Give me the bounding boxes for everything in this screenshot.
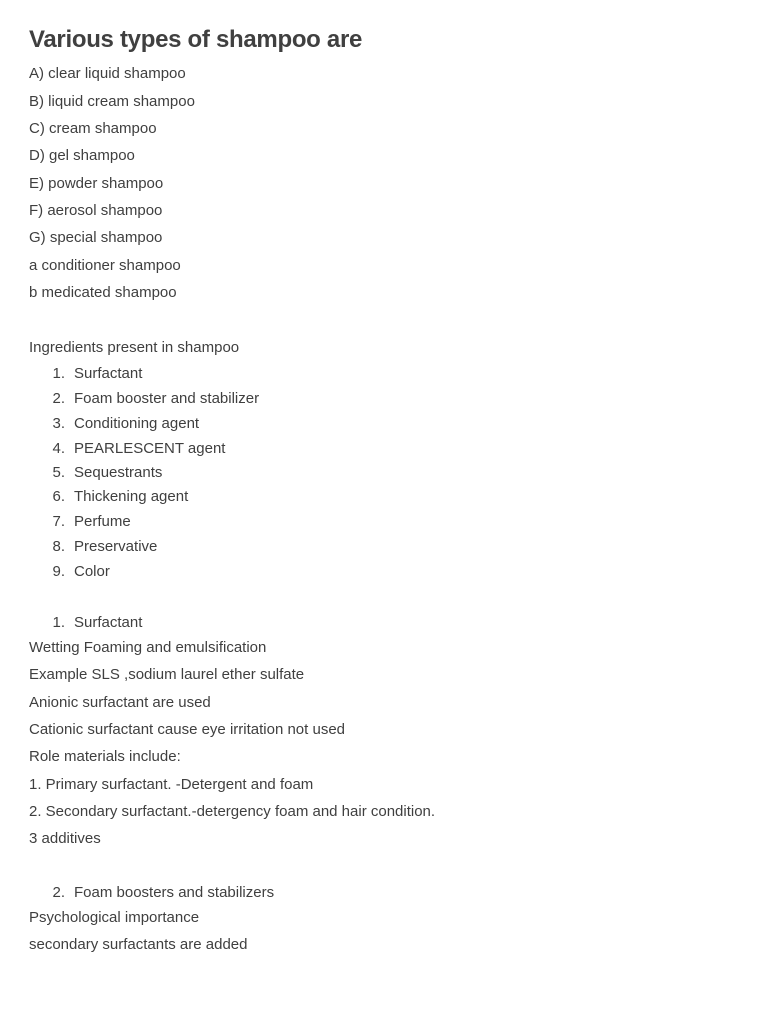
list-number: 1.	[52, 365, 65, 382]
section-line: Wetting Foaming and emulsification	[29, 639, 267, 656]
type-item: A) clear liquid shampoo	[29, 65, 186, 82]
list-number: 2.	[52, 390, 65, 407]
ingredient-item	[29, 365, 142, 383]
type-item: E) powder shampoo	[29, 175, 164, 192]
list-number: 7.	[52, 513, 65, 530]
ingredient-item	[29, 563, 110, 581]
ingredient-label: Surfactant	[74, 365, 143, 382]
section-line: 2. Secondary surfactant.-detergency foam and hair condition.	[29, 803, 436, 820]
list-number: 8.	[52, 538, 65, 555]
ingredient-label: Foam booster and stabilizer	[74, 390, 260, 407]
page-title: Various types of shampoo are	[29, 26, 363, 53]
list-number: 6.	[52, 488, 65, 505]
section-line: Cationic surfactant cause eye irritation not used	[29, 721, 346, 738]
type-item: D) gel shampoo	[29, 147, 135, 164]
ingredient-label: Conditioning agent	[74, 415, 200, 432]
ingredient-item	[29, 538, 157, 556]
ingredient-item	[29, 415, 199, 433]
section-line: 3 additives	[29, 830, 101, 847]
type-item: C) cream shampoo	[29, 120, 157, 137]
list-number: 5.	[52, 464, 65, 481]
section-line: Example SLS ,sodium laurel ether sulfate	[29, 666, 305, 683]
ingredient-label: Color	[74, 563, 110, 580]
section-heading-surfactant	[29, 614, 142, 632]
section-heading-label: Surfactant	[74, 614, 143, 631]
type-item: B) liquid cream shampoo	[29, 93, 195, 110]
section-line: Anionic surfactant are used	[29, 694, 211, 711]
type-item: b medicated shampoo	[29, 284, 177, 301]
type-item: a conditioner shampoo	[29, 257, 181, 274]
section-heading-foam-boosters	[29, 884, 274, 902]
list-number: 1.	[52, 614, 65, 631]
ingredient-label: Thickening agent	[74, 488, 189, 505]
list-number: 4.	[52, 440, 65, 457]
ingredients-heading: Ingredients present in shampoo	[29, 339, 240, 356]
section-line: 1. Primary surfactant. -Detergent and foam	[29, 776, 314, 793]
section-line: Role materials include:	[29, 748, 181, 765]
section-heading-label: Foam boosters and stabilizers	[74, 884, 275, 901]
ingredient-item	[29, 464, 162, 482]
type-item: F) aerosol shampoo	[29, 202, 163, 219]
section-line: Psychological importance	[29, 909, 200, 926]
ingredient-label: Sequestrants	[74, 464, 163, 481]
ingredient-item	[29, 440, 225, 458]
ingredient-item	[29, 513, 131, 531]
ingredient-item	[29, 390, 259, 408]
ingredient-label: PEARLESCENT agent	[74, 440, 226, 457]
ingredient-item	[29, 488, 188, 506]
ingredient-label: Preservative	[74, 538, 158, 555]
ingredient-label: Perfume	[74, 513, 131, 530]
section-line: secondary surfactants are added	[29, 936, 248, 953]
list-number: 2.	[52, 884, 65, 901]
list-number: 3.	[52, 415, 65, 432]
list-number: 9.	[52, 563, 65, 580]
type-item: G) special shampoo	[29, 229, 163, 246]
